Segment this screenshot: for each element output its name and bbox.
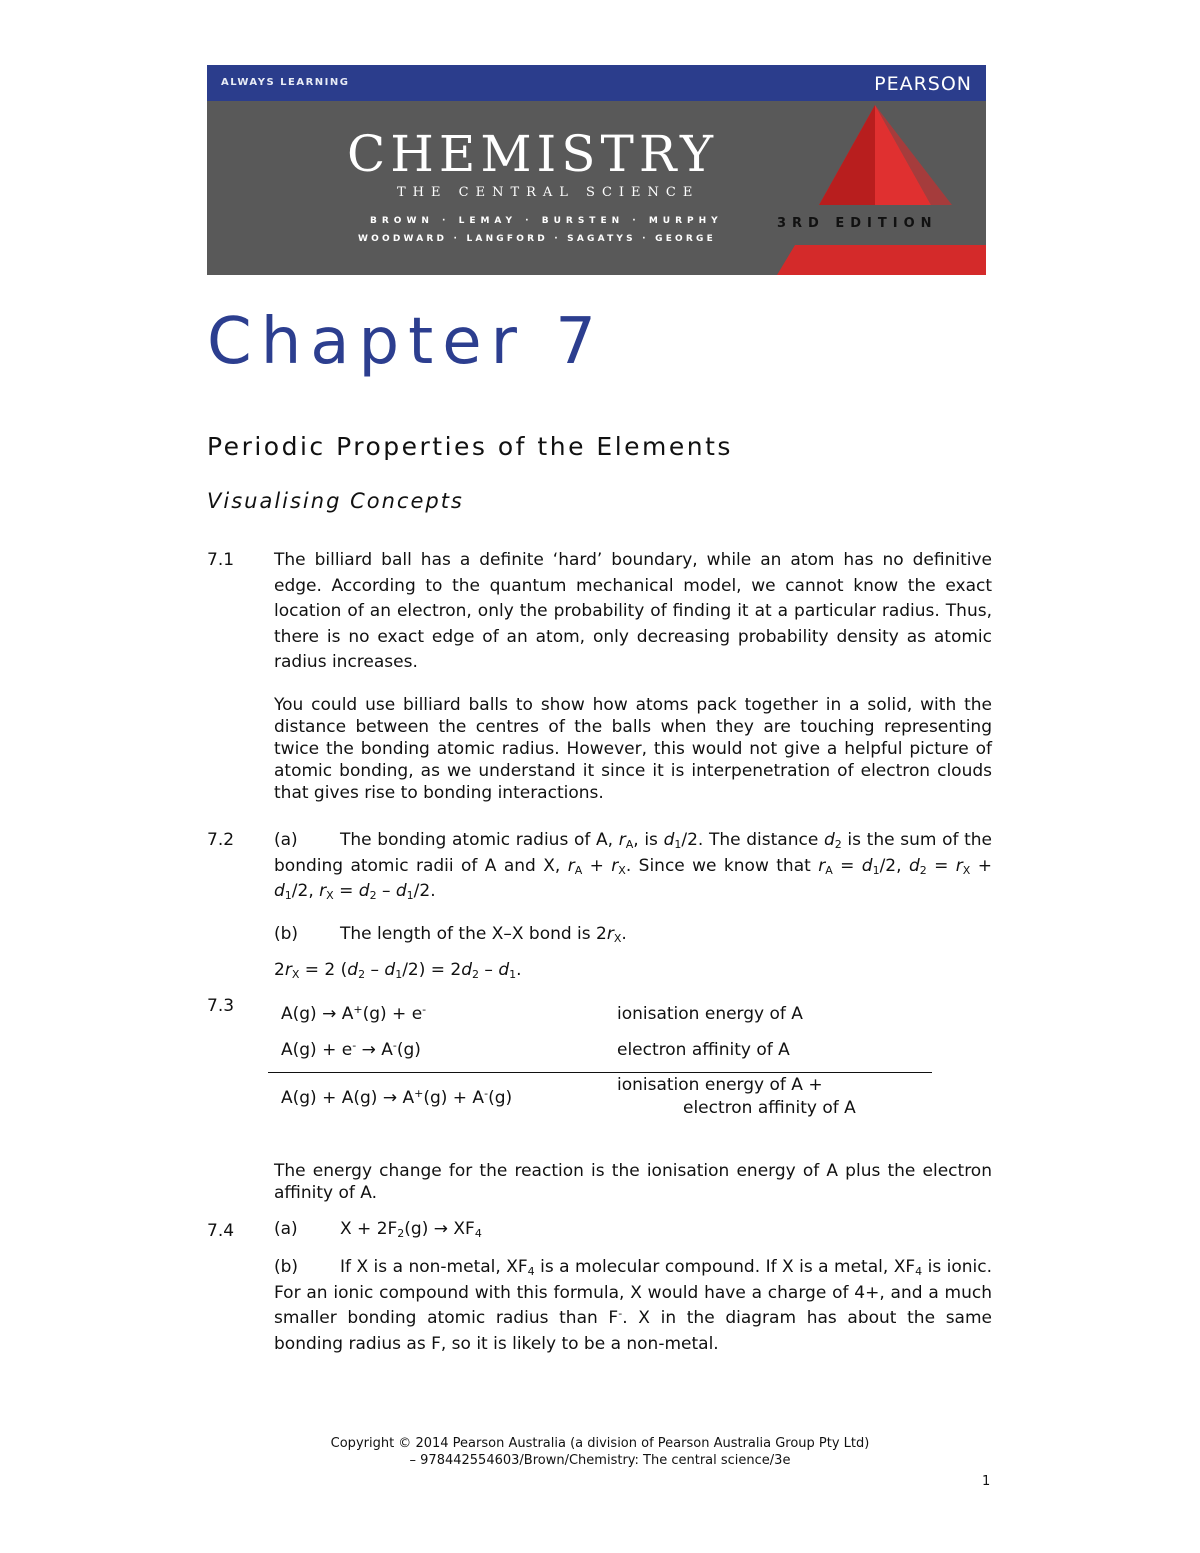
- edition-label: 3RD EDITION: [777, 216, 938, 231]
- answer-part-a: (a) $X + 2F_2(g) \to XF_4$: [274, 1219, 482, 1240]
- answer-paragraph: You could use billiard balls to show how atoms pack together in a solid, with the distance between the centres of the balls when they are touching representing twice the bonding atomic radius. However, this would not give a helpful picture of atomic bonding, as we understand it since it is interpenetration of electron clouds that gives rise to bonding interactions.: [274, 695, 992, 803]
- book-banner: [207, 65, 986, 275]
- answer-part-b: (b) If X is a non-metal, $XF_4$ is a molecular compound. If X is a metal, $XF_4$ is ionic. For an ionic compound with this formula, X would have a charge of 4+, and a much smaller bonding atomic radius than F-. X in the diagram has about the same bonding radius as F, so it is likely to be a non-metal.: [274, 1257, 993, 1354]
- authors-line-1: BROWN · LEMAY · BURSTEN · MURPHY: [370, 216, 723, 226]
- answer-paragraph: The billiard ball has a definite ‘hard’ boundary, while an atom has no definitive edge. According to the quantum mechanical model, we cannot know the exact location of an electron, only the probability of finding it at a particular radius. Thus, there is no exact edge of an atom, only decreasing probability density as atomic radius increases.: [274, 550, 992, 672]
- sum-rule: [268, 1072, 932, 1073]
- question-number: 7.1: [207, 550, 235, 570]
- authors-line-2: WOODWARD · LANGFORD · SAGATYS · GEORGE: [358, 234, 716, 244]
- answer-part-b: (b) The length of the X–X bond is $2r_X$.: [274, 924, 627, 945]
- part-label: (b): [274, 924, 299, 944]
- part-label: (a): [274, 1219, 298, 1239]
- reaction-1: A(g) → A+(g) + e-: [281, 1003, 427, 1024]
- reaction-sum-label-a: ionisation energy of A +: [617, 1075, 823, 1095]
- reaction-1-label: ionisation energy of A: [617, 1004, 803, 1024]
- page-number: 1: [982, 1474, 991, 1489]
- reaction-2: A(g) + e- → A-(g): [281, 1039, 421, 1060]
- equation: $2r_X = 2$ $(d_2 - d_1/2) = 2d_2 - d_1$.: [274, 960, 522, 981]
- reaction-sum-label-b: electron affinity of A: [683, 1098, 856, 1118]
- part-label: (b): [274, 1257, 299, 1277]
- reaction-2-label: electron affinity of A: [617, 1040, 790, 1060]
- isbn-line: – 978442554603/Brown/Chemistry: The central science/3e: [409, 1453, 791, 1468]
- section-title: Periodic Properties of the Elements: [207, 432, 733, 461]
- reaction-sum: A(g) + A(g) → A+(g) + A-(g): [281, 1087, 513, 1108]
- publisher-logo: PEARSON: [874, 73, 972, 95]
- book-subtitle: THE CENTRAL SCIENCE: [397, 185, 700, 200]
- part-label: (a): [274, 830, 298, 850]
- bond-length-text: The length of the X–X bond is 2: [340, 924, 607, 944]
- answer-part-a: (a) The bonding atomic radius of A, $r_A$, is $d_1/2$. The distance $d_2$ is the sum of the bonding atomic radii of A and X, $r_A + r_X$. Since we know that $r_A = d_1/2$, $d_2 = r_X + d_1/2$, $r_X = d_2 - d_1/2$.: [274, 830, 993, 902]
- book-title: CHEMISTRY: [347, 125, 719, 183]
- question-number: 7.4: [207, 1221, 235, 1241]
- copyright-line: Copyright © 2014 Pearson Australia (a division of Pearson Australia Group Pty Ltd): [330, 1436, 870, 1451]
- answer-paragraph: The energy change for the reaction is the ionisation energy of A plus the electron affinity of A.: [274, 1161, 992, 1203]
- question-number: 7.2: [207, 830, 235, 850]
- chapter-heading: Chapter 7: [207, 305, 605, 379]
- tagline: ALWAYS LEARNING: [221, 77, 350, 88]
- subsection-title: Visualising Concepts: [207, 489, 464, 513]
- question-number: 7.3: [207, 996, 235, 1016]
